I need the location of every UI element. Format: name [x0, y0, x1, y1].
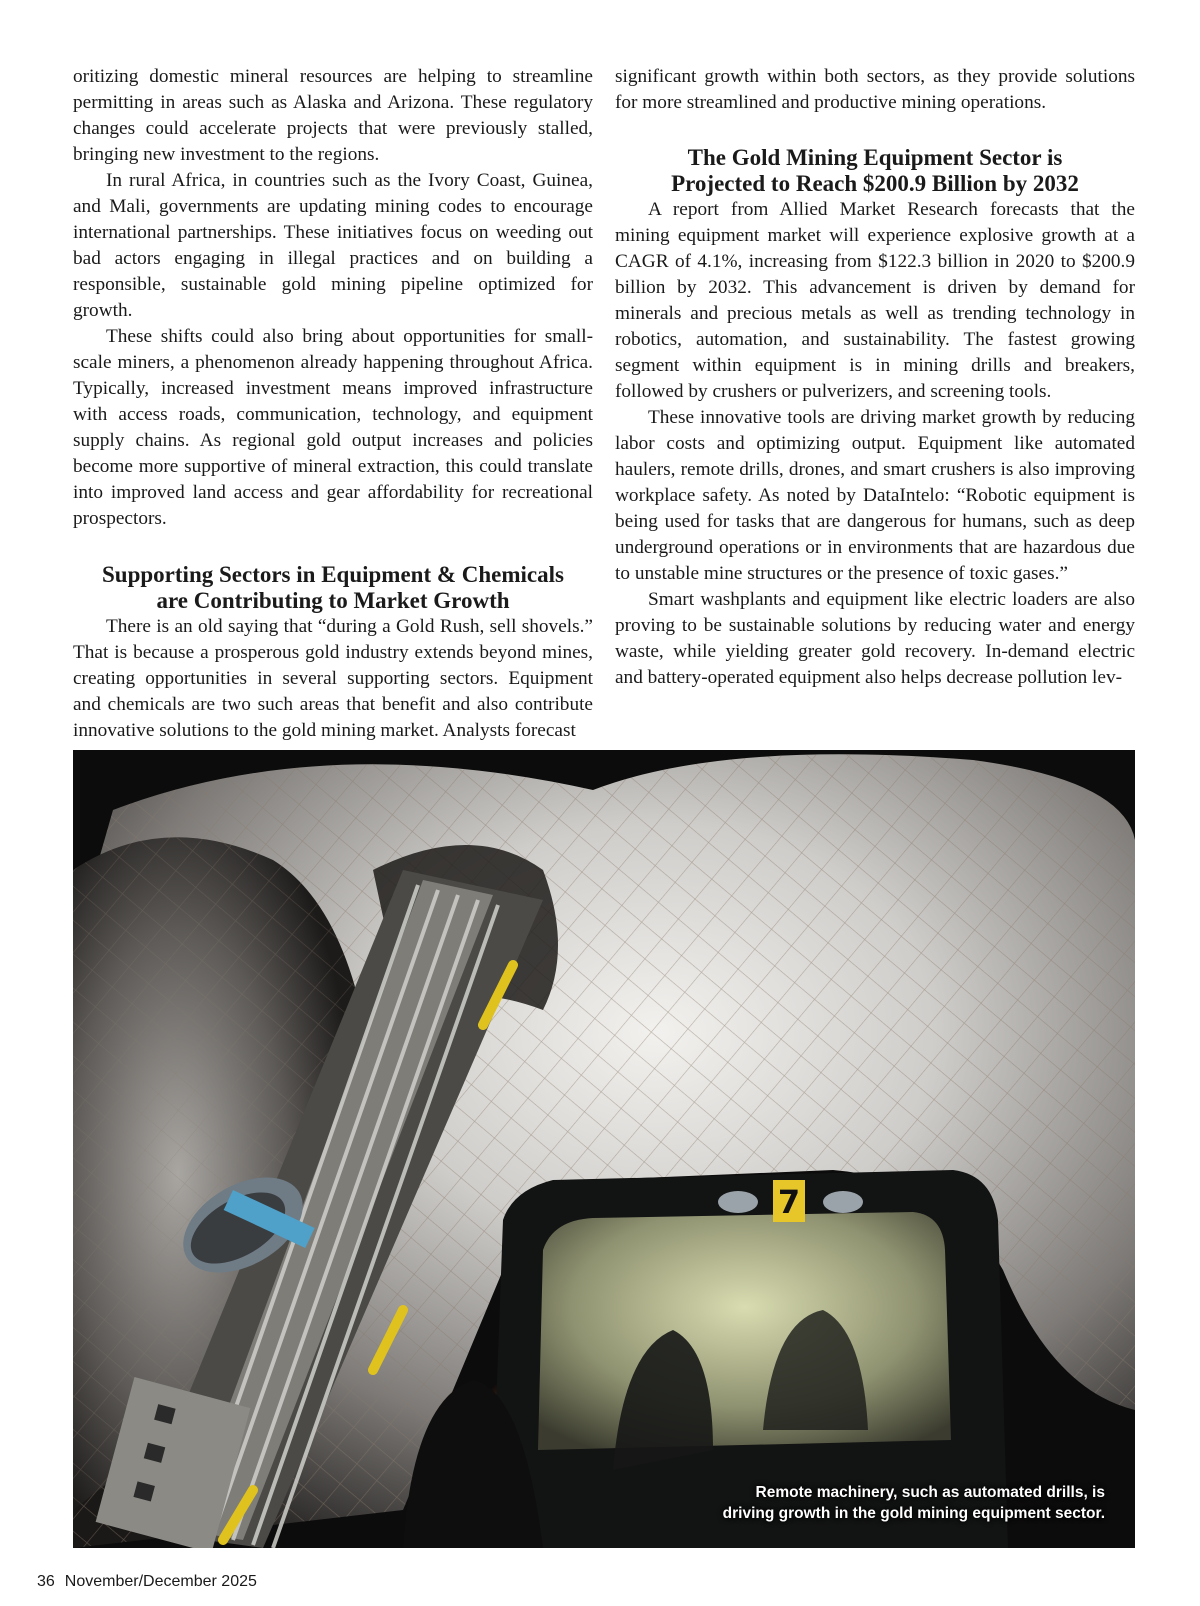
issue-date: November/December 2025: [64, 1573, 257, 1590]
right-column: [615, 64, 1135, 724]
section-heading-line: Supporting Sectors in Equipment & Chemicals: [102, 562, 564, 587]
section-heading-line: are Contributing to Market Growth: [156, 588, 510, 613]
body-paragraph: These shifts could also bring about opportunities for small-scale miners, a phenomenon already happening throughout Africa. Typically, increased investment means improved infrastructure with access roads, communication, technology, and equipment supply chains. As regional gold output increases and policies become more supportive of mineral extraction, this could translate into improved land access and gear affordability for recreational prospectors.: [73, 326, 593, 529]
page-number: 36: [37, 1573, 55, 1590]
section-heading: [73, 562, 593, 614]
section-heading-line: The Gold Mining Equipment Sector is: [687, 145, 1063, 170]
body-paragraph: significant growth within both sectors, as they provide solutions for more streamlined and productive mining operations.: [615, 66, 1135, 113]
body-paragraph: Smart washplants and equipment like electric loaders are also proving to be sustainable solutions by reducing water and energy waste, while yielding greater gold recovery. In-demand electric and battery-operated equipment also helps decrease pollution lev-: [615, 589, 1135, 688]
section-heading-line: Projected to Reach $200.9 Billion by 2032: [671, 171, 1079, 196]
page-footer: [37, 1573, 257, 1591]
left-column: [73, 64, 593, 741]
body-paragraph: In rural Africa, in countries such as the Ivory Coast, Guinea, and Mali, governments are updating mining codes to encourage international partnerships. These initiatives focus on weeding out bad actors engaging in illegal practices and on building a responsible, sustainable gold mining pipeline optimized for growth.: [73, 170, 593, 321]
body-paragraph: These innovative tools are driving market growth by reducing labor costs and optimizing output. Equipment like automated haulers, remote drills, drones, and smart crushers is also improving workplace safety. As noted by DataIntelo: “Robotic equipment is being used for tasks that are dangerous for humans, such as deep underground operations or in environments that are hazardous due to unstable mine structures or the presence of toxic gases.”: [615, 407, 1135, 584]
section-heading: [615, 145, 1135, 197]
photo-caption: [685, 1482, 1105, 1524]
body-paragraph: oritizing domestic mineral resources are helping to streamline permitting in areas such as Alaska and Arizona. These regulatory changes could accelerate projects that were previously stalled, bringing new investment to the regions.: [73, 66, 593, 165]
caption-line: Remote machinery, such as automated drills, is: [755, 1484, 1105, 1501]
body-paragraph: A report from Allied Market Research forecasts that the mining equipment market will experience explosive growth at a CAGR of 4.1%, increasing from $122.3 billion in 2020 to $200.9 billion by 2032. This advancement is driven by demand for minerals and precious metals as well as trending technology in robotics, automation, and sustainability. The fastest growing segment within equipment is in mining drills and breakers, followed by crushers or pulverizers, and screening tools.: [615, 199, 1135, 402]
body-paragraph: There is an old saying that “during a Gold Rush, sell shovels.” That is because a prosperous gold industry extends beyond mines, creating opportunities in several supporting sectors. Equipment and chemicals are two such areas that benefit and also contribute innovative solutions to the gold mining market. Analysts forecast: [73, 616, 593, 741]
vehicle-number: 7: [777, 1183, 801, 1221]
caption-line: driving growth in the gold mining equipment sector.: [722, 1505, 1105, 1522]
mine-drill-photo: [73, 750, 1135, 1548]
photo-illustration: [73, 750, 1135, 1548]
article-columns: [73, 64, 1135, 741]
